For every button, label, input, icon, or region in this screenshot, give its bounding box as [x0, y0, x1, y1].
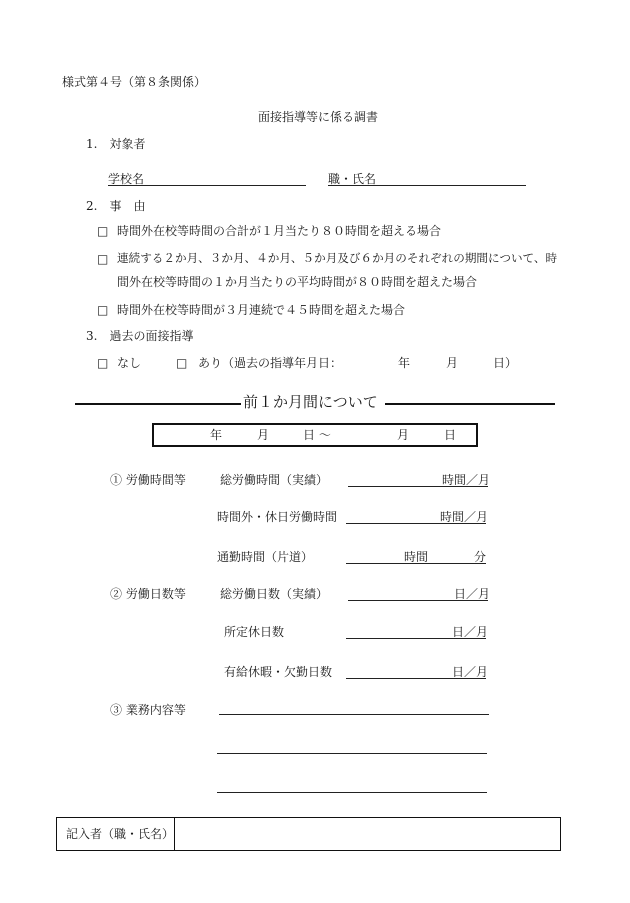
labor-days-heading: ② 労働日数等 — [110, 587, 186, 601]
document-title: 面接指導等に係る調書 — [258, 110, 379, 124]
leave-days-label: 有給休暇・欠勤日数 — [224, 665, 333, 679]
past-month-unit: 月 — [446, 356, 459, 370]
duties-field-line1[interactable] — [219, 714, 489, 715]
reason1-checkbox[interactable]: □ — [97, 224, 109, 238]
overtime-hours-unit: 時間／月 — [440, 510, 489, 524]
total-days-unit: 日／月 — [454, 587, 491, 601]
duties-heading: ③ 業務内容等 — [110, 703, 186, 717]
school-label: 学校名 — [108, 172, 145, 186]
period-day1-unit: 日 〜 — [303, 428, 331, 442]
writer-input-area[interactable] — [180, 818, 558, 850]
position-name-label: 職・氏名 — [328, 172, 377, 186]
past-yes-label: あり（過去の指導年月日： — [198, 356, 343, 370]
overtime-hours-label: 時間外・休日労働時間 — [217, 510, 338, 524]
past-year-unit: 年 — [398, 356, 411, 370]
labor-hours-heading: ① 労働時間等 — [110, 473, 186, 487]
section3-heading: 3. 過去の面接指導 — [86, 329, 194, 343]
holiday-days-label: 所定休日数 — [224, 625, 285, 639]
form-number: 様式第４号（第８条関係） — [62, 75, 207, 89]
section2-heading: 2. 事 由 — [86, 199, 146, 213]
total-hours-label: 総労働時間（実績） — [220, 473, 329, 487]
holiday-days-unit: 日／月 — [452, 625, 489, 639]
commute-time-label: 通勤時間（片道） — [217, 550, 314, 564]
leave-days-unit: 日／月 — [452, 665, 489, 679]
commute-hours-unit: 時間 — [404, 550, 429, 564]
period-year-unit: 年 — [210, 428, 223, 442]
period-month1-unit: 月 — [257, 428, 270, 442]
duties-field-line3[interactable] — [217, 792, 487, 793]
school-name-field[interactable] — [108, 185, 306, 186]
reason3-text: 時間外在校等時間が３月連続で４５時間を超えた場合 — [117, 303, 406, 317]
period-day2-unit: 日 — [444, 428, 457, 442]
past-yes-checkbox[interactable]: □ — [176, 356, 188, 370]
reason2-checkbox[interactable]: □ — [97, 252, 109, 266]
section1-heading: 1. 対象者 — [86, 137, 146, 151]
reason2-text-line1: 連続する２か月、３か月、４か月、５か月及び６か月のそれぞれの期間について、時 — [117, 251, 558, 265]
total-days-label: 総労働日数（実績） — [220, 587, 329, 601]
duties-field-line2[interactable] — [217, 753, 487, 754]
reason1-text: 時間外在校等時間の合計が１月当たり８０時間を超える場合 — [117, 224, 442, 238]
past-none-checkbox[interactable]: □ — [97, 356, 109, 370]
writer-box-divider — [174, 817, 175, 851]
divider-left — [75, 403, 241, 405]
divider-right — [385, 403, 555, 405]
total-hours-unit: 時間／月 — [442, 473, 491, 487]
past-day-unit: 日） — [493, 356, 518, 370]
past-none-label: なし — [117, 356, 142, 370]
writer-label: 記入者（職・氏名） — [66, 827, 175, 841]
reason2-text-line2: 間外在校等時間の１か月当たりの平均時間が８０時間を超えた場合 — [117, 275, 478, 289]
reason3-checkbox[interactable]: □ — [97, 303, 109, 317]
position-name-field[interactable] — [328, 185, 526, 186]
period-month2-unit: 月 — [397, 428, 410, 442]
commute-minutes-unit: 分 — [474, 550, 487, 564]
period-heading: 前１か月間について — [243, 393, 378, 411]
